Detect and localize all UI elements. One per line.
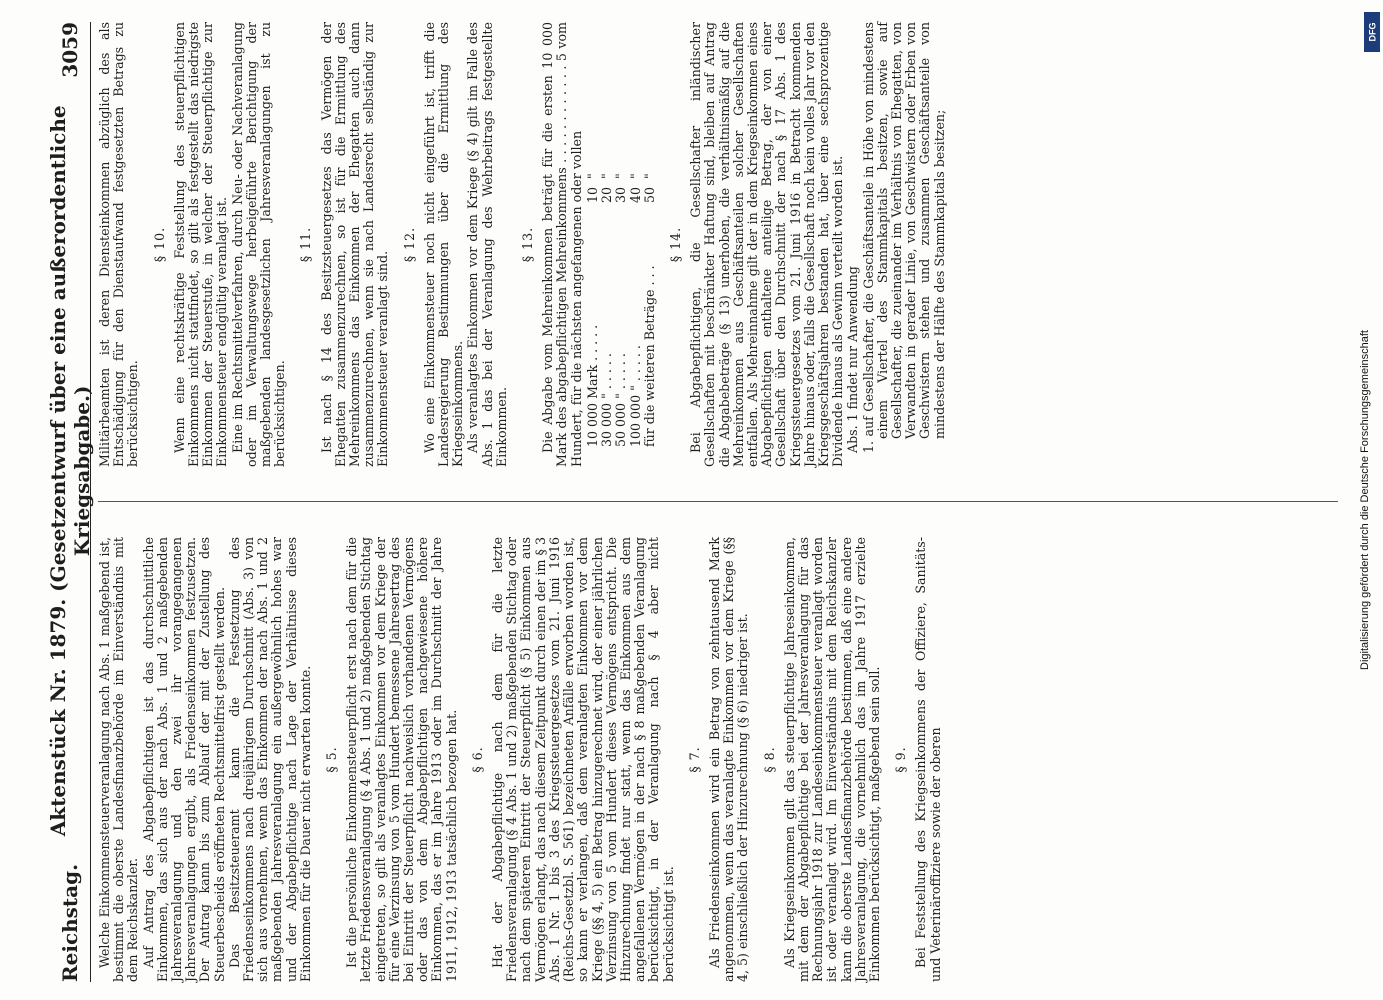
- section-heading-7: § 7.: [686, 746, 702, 773]
- rate-row: [614, 22, 628, 447]
- paragraph: Bei Abgabepflichtigen, die Gesellschafter inländischer Gesellschaften mit beschränkter Haftung sind, bleiben auf Antrag die Abgabebeträge (§ 13) unerhoben, die verhältnismäßig auf die Mehreinkommen aus Geschäftsanteilen solcher Gesellschaften entfallen. Als Mehreinnahme gilt der in dem Kriegseinkommen eines Abgabepflichtigen enthaltene anteilige Betrag, der von einer Gesellschaft über den Durchschnitt der nach § 17 Abs. 1 des Kriegssteuergesetzes vom 21. Juni 1916 in Betracht kommenden Jahre hinaus oder, falls die Gesellschaft noch kein volles Jahr vor den Kriegsgeschäftsjahren bestanden hat, über eine sechsprozentige Dividende hinaus als Gewinn verteilt worden ist.: [688, 22, 846, 467]
- rate-amount: für die weiteren Beträge . . .: [641, 265, 657, 447]
- section-heading-10: § 10.: [151, 226, 167, 263]
- credit-text: Digitalisierung gefördert durch die Deutsche Forschungsgemeinschaft: [1359, 330, 1371, 670]
- rate-row: [586, 22, 600, 447]
- dfg-logo: [1364, 12, 1380, 52]
- paragraph: Wo eine Einkommensteuer noch nicht eingeführt ist, trifft die Landesregierung Bestimmungen über die Ermittlung des Kriegseinkommens.: [421, 22, 466, 467]
- header-title: Aktenstück Nr. 1879. (Gesetzentwurf über eine außerordentliche Kriegsabgabe.): [46, 105, 94, 837]
- rate-amount: 50 000 " . . . . .: [613, 353, 629, 447]
- digitization-credit: [1350, 20, 1380, 980]
- section-heading-9: § 9.: [893, 746, 909, 773]
- document-body: [46, 22, 1340, 982]
- left-column: [98, 537, 1340, 982]
- paragraph: Militärbeamten ist deren Diensteinkommen abzüglich des als Entschädigung für den Dienstaufwand festgesetzten Betrags zu berücksichtigen.: [97, 22, 141, 467]
- rate-amount: 30 000 " . . . . .: [599, 353, 615, 447]
- column-divider: [98, 501, 1338, 502]
- page-number: 3059: [58, 22, 82, 78]
- paragraph: Welche Einkommensteuerveranlagung nach Abs. 1 maßgebend ist, bestimmt die oberste Landesfinanzbehörde im Einverständnis mit dem Reichskanzler.: [97, 537, 141, 982]
- rate-amount: 10 000 Mark . . . . .: [584, 324, 600, 447]
- rate-percent: 10: [584, 187, 600, 204]
- rate-row: [643, 22, 657, 447]
- paragraph: Eine im Rechtsmittelverfahren, durch Neu- oder Nachveranlagung oder im Verwaltungswege herbeigeführte Berichtigung der maßgebenden landesgesetzlichen Jahresveranlagungen ist zu berücksichtigen.: [229, 22, 288, 467]
- rate-ditto: ": [641, 173, 657, 179]
- rate-percent: 40: [627, 187, 643, 204]
- rate-ditto: ": [584, 173, 600, 179]
- rate-row: [600, 22, 614, 447]
- rate-row: [629, 22, 643, 447]
- section-heading-13: § 13.: [520, 226, 536, 263]
- paragraph: Bei Feststellung des Kriegseinkommens der Offiziere, Sanitäts- und Veterinäroffiziere sowie der oberen: [913, 537, 943, 982]
- rate-percent: 30: [613, 187, 629, 204]
- right-column: [98, 22, 1340, 467]
- paragraph: Das Besitzsteueramt kann die Festsetzung des Friedenseinkommens nach dreijährigem Durchschnitt (Abs. 3) von sich aus vornehmen, wenn das Einkommen der nach Abs. 1 und 2 maßgebenden Jahresveranlagung ein außergewöhnlich hohes war und der Abgabepflichtige nach Lage der Verhältnisse dieses Einkommen für die Dauer nicht erwarten konnte.: [226, 537, 313, 982]
- paragraph: Ist die persönliche Einkommensteuerpflicht erst nach dem für die letzte Friedensveranlagung (§ 4 Abs. 1 und 2) maßgebenden Stichtag eingetreten, so gilt als veranlagtes Einkommen vor dem Kriege der für eine Verzinsung von 5 vom Hundert bemessene Jahresertrag des bei Eintritt der Steuerpflicht nachweislich vorhandenen Vermögens oder das von dem Abgabepflichtigen nachgewiesene höhere Einkommen, das er im Jahre 1913 oder im Durchschnitt der Jahre 1911, 1912, 1913 tatsächlich bezogen hat.: [344, 537, 459, 982]
- dfg-logo-text: DFG: [1367, 22, 1377, 42]
- enumerated-item: 1. auf Gesellschafter, die Geschäftsanteile in Höhe von mindestens einem Viertel des Stammkapitals besitzen, sowie auf Gesellschafter, die zueinander im Verhältnis von Ehegatten, von Verwandten in gerader Linie, von Geschwistern oder Erben von Geschwistern stehen und zusammen Geschäftsanteile von mindestens der Hälfte des Stammkapitals besitzen;: [860, 22, 947, 453]
- header-left: Reichstag.: [58, 863, 82, 982]
- rotated-document-page: [46, 22, 1340, 982]
- page-header: [46, 22, 94, 982]
- paragraph: Als Friedenseinkommen wird ein Betrag von zehntausend Mark angenommen, wenn das veranlagte Einkommen vor dem Kriege (§§ 4, 5) einschließlich der Hinzurechnung (§ 6) niedriger ist.: [706, 537, 751, 982]
- paragraph: Wenn eine rechtskräftige Feststellung des steuerpflichtigen Einkommens nicht stattfindet, so gilt als festgestellt das niedrigste Einkommen der Steuerstufe, in welcher der Steuerpflichtige zur Einkommensteuer endgültig veranlagt ist.: [171, 22, 230, 467]
- section-heading-8: § 8.: [761, 746, 777, 773]
- paragraph: Auf Antrag des Abgabepflichtigen ist das durchschnittliche Einkommen, das sich aus der nach Abs. 1 und 2 maßgebenden Jahresveranlagung und den zwei ihr vorangegangenen Jahresveranlagungen ergibt, als Friedenseinkommen festzusetzen. Der Antrag kann bis zum Ablauf der mit der Zustellung des Steuerbescheids eröffneten Rechtsmittelfrist gestellt werden.: [140, 537, 227, 982]
- rate-percent: 50: [641, 187, 657, 204]
- paragraph: Als veranlagtes Einkommen vor dem Kriege (§ 4) gilt im Falle des Abs. 1 das bei der Veranlagung des Wehrbeitrags festgestellte Einkommen.: [465, 22, 509, 467]
- section-heading-6: § 6.: [469, 746, 485, 773]
- rate-ditto: ": [613, 173, 629, 179]
- section-heading-12: § 12.: [401, 226, 417, 263]
- section-heading-14: § 14.: [667, 226, 683, 263]
- rate-amount: 100 000 " . . . . .: [627, 345, 643, 447]
- rate-table: [586, 22, 657, 447]
- paragraph: Ist nach § 14 des Besitzsteuergesetzes das Vermögen der Ehegatten zusammenzurechnen, so ist für die Ermittlung des Mehreinkommens das Einkommen der Ehegatten auch dann zusammenzurechnen, wenn sie nach Landesrecht selbständig zur Einkommensteuer veranlagt sind.: [318, 22, 391, 467]
- section-heading-11: § 11.: [298, 226, 314, 263]
- section-heading-5: § 5.: [324, 746, 340, 773]
- rate-ditto: ": [627, 173, 643, 179]
- paragraph: Abs. 1 findet nur Anwendung: [845, 266, 861, 453]
- paragraph: Als Kriegseinkommen gilt das steuerpflichtige Jahreseinkommen, mit dem der Abgabepflichtige bei der Jahresveranlagung für das Rechnungsjahr 1918 zur Landeseinkommensteuer veranlagt worden ist oder veranlagt wird. Im Einverständnis mit dem Reichskanzler kann die oberste Landesfinanzbehörde bestimmen, daß eine andere Jahresveranlagung, die vornehmlich das im Jahre 1917 erzielte Einkommen berücksichtigt, maßgebend sein soll.: [781, 537, 882, 982]
- rate-percent: 20: [599, 187, 615, 204]
- paragraph: Hat der Abgabepflichtige nach dem für die letzte Friedensveranlagung (§ 4 Abs. 1 und 2) maßgebenden Stichtag oder nach dem späteren Eintritt der Steuerpflicht (§ 5) Einkommen aus Vermögen erlangt, das nach diesem Zeitpunkt durch einen der im § 3 Abs. 1 Nr. 1 bis 3 des Kriegssteuergesetzes vom 21. Juni 1916 (Reichs-Gesetzbl. S. 561) bezeichneten Anfälle erworben worden ist, so kann er verlangen, daß dem veranlagten Einkommen vor dem Kriege (§§ 4, 5) ein Betrag hinzugerechnet wird, der einer jährlichen Verzinsung von 5 vom Hundert dieses Vermögens entspricht. Die Hinzurechnung findet nur statt, wenn das Einkommen aus dem angefallenen Vermögen in der nach § 8 maßgebenden Veranlagung berücksichtigt, in der Veranlagung nach § 4 aber nicht berücksichtigt ist.: [490, 537, 676, 982]
- rate-ditto: ": [599, 173, 615, 179]
- paragraph: Die Abgabe vom Mehreinkommen beträgt für die ersten 10 000 Mark des abgabepflichtigen Mehreinkommens . . . . . . . . . . . . 5 vom Hundert, für die nächsten angefangenen oder vollen: [540, 22, 584, 467]
